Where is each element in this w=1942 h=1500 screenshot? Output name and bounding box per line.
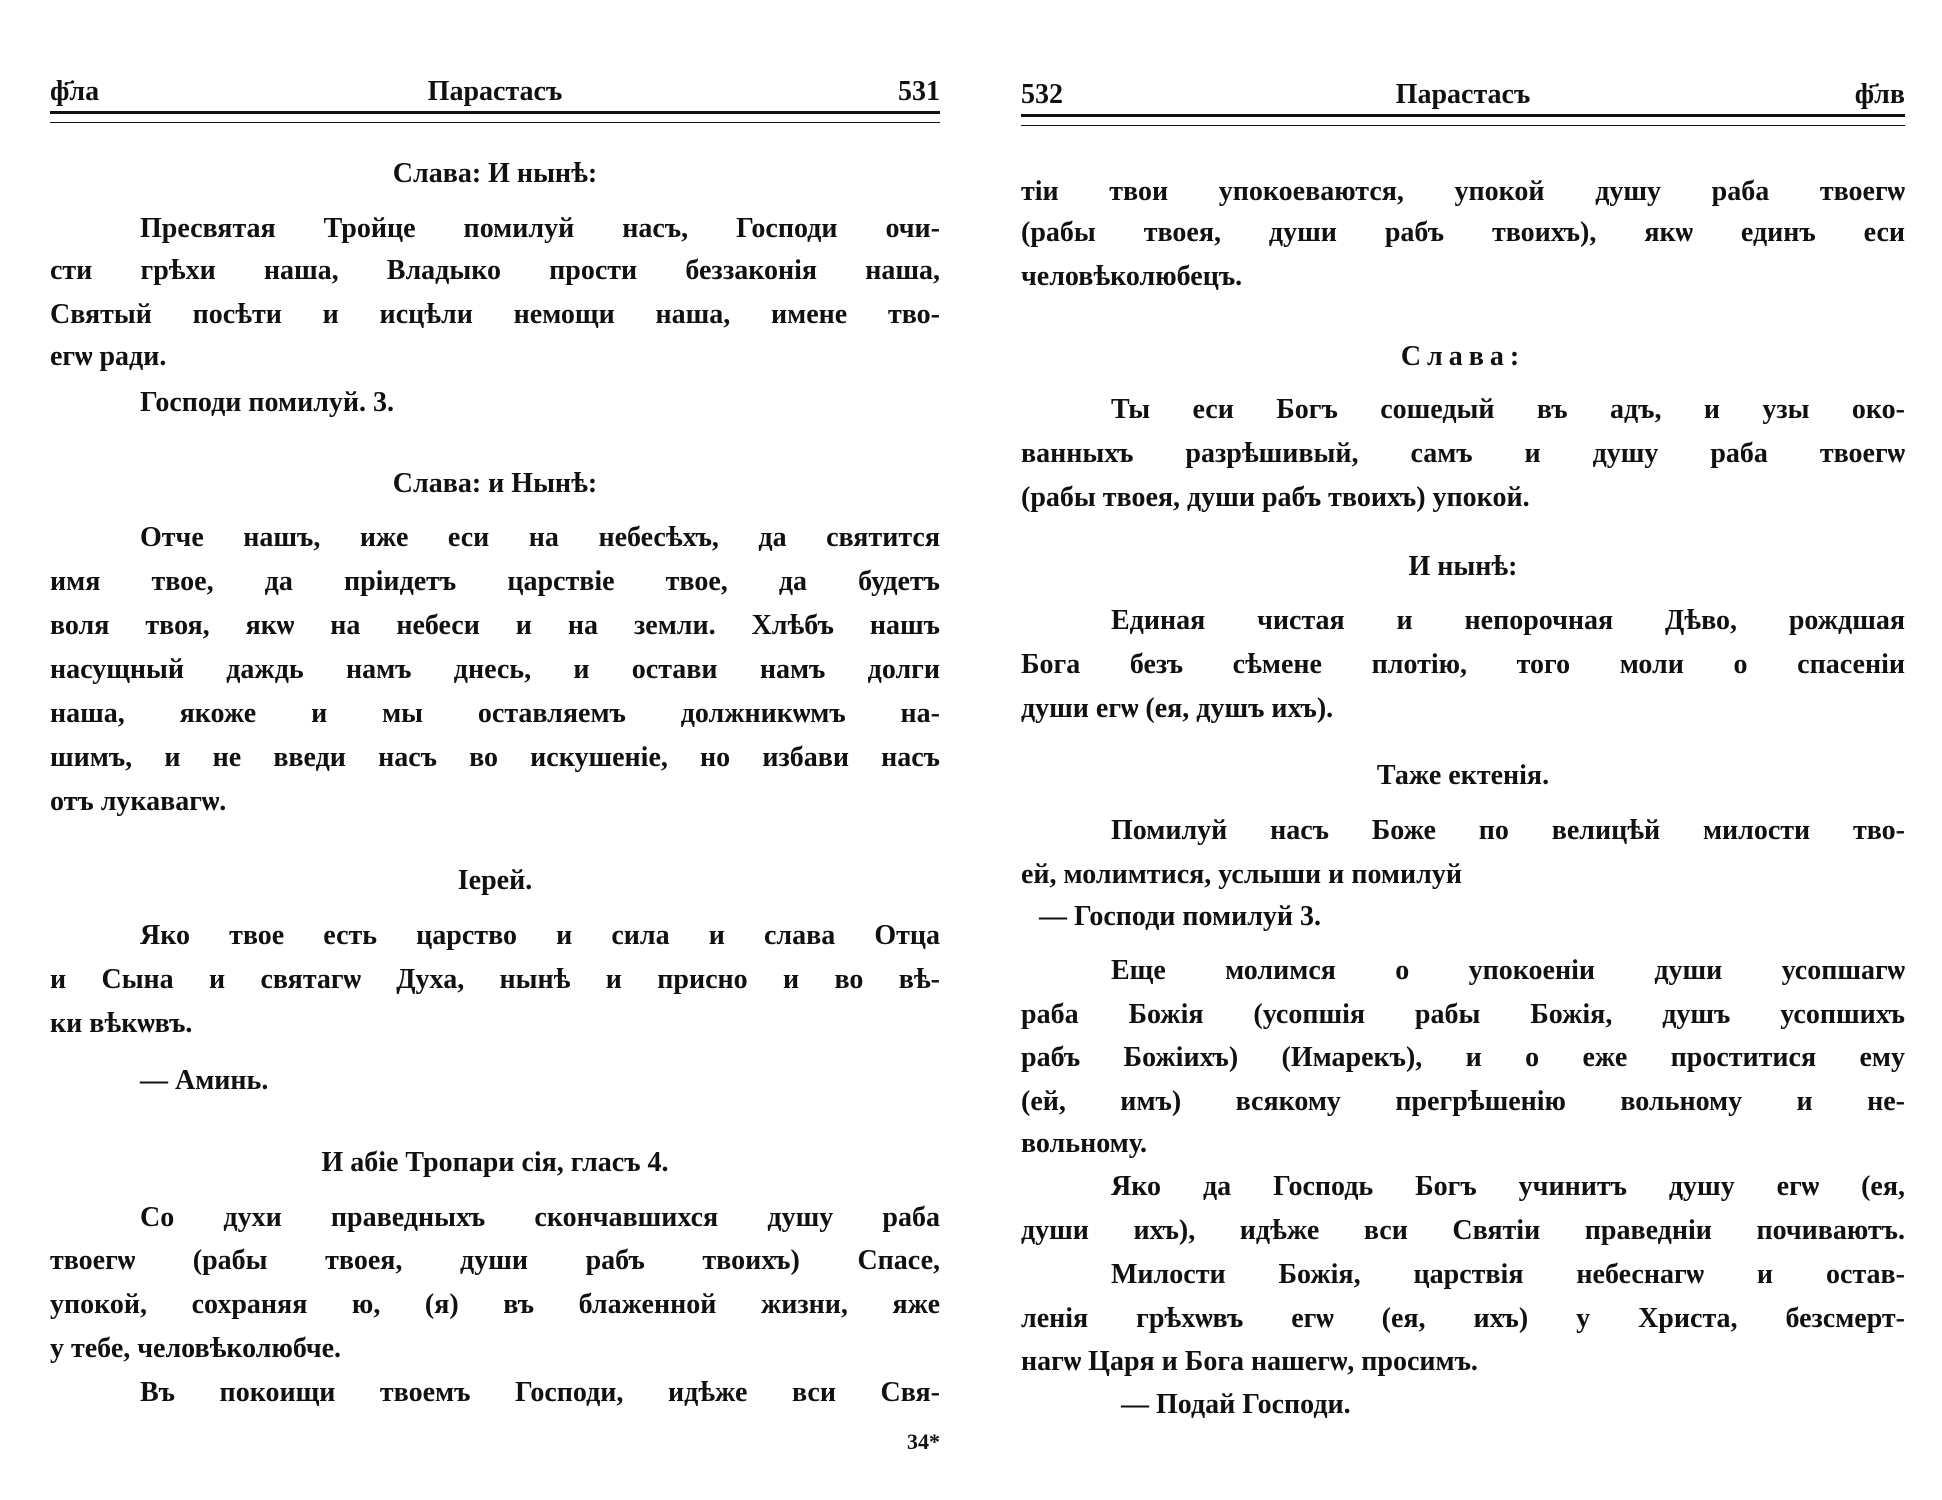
text-line: ванныхъ разрѣшивый, самъ и душу раба твоегѡ	[1021, 438, 1905, 469]
text-line: Пресвятая Тройце помилуй насъ, Господи очи-	[140, 213, 940, 244]
text-line: ей, молимтися, услыши и помилуй	[1021, 859, 1462, 890]
text-line: — Аминь.	[140, 1065, 269, 1096]
text-line: у тебе, человѣколюбче.	[50, 1333, 342, 1364]
text-line: нагѡ Царя и Бога нашегѡ, просимъ.	[1021, 1346, 1478, 1377]
section-heading: И абіе Тропари сія, гласъ 4.	[321, 1147, 669, 1178]
text-line: Яко твое есть царство и сила и слава Отца	[140, 920, 940, 951]
text-line: Святый посѣти и исцѣли немощи наша, имене тво-	[50, 299, 940, 330]
text-line: вольному.	[1021, 1128, 1147, 1159]
text-line: (ей, имъ) всякому прегрѣшенію вольному и не-	[1021, 1086, 1905, 1117]
text-line: шимъ, и не введи насъ во искушеніе, но избави насъ	[50, 742, 940, 773]
page-number: 531	[898, 76, 940, 107]
header-title: Парастасъ	[1395, 79, 1531, 110]
text-line: Еще молимся о упокоеніи души усопшагѡ	[1111, 955, 1905, 986]
text-line: имя твое, да пріидетъ царствіе твое, да будетъ	[50, 566, 940, 597]
text-line: отъ лукавагѡ.	[50, 786, 227, 817]
text-line: егѡ ради.	[50, 341, 167, 372]
text-line: Отче нашъ, иже еси на небесѣхъ, да святится	[140, 522, 940, 553]
text-line: Единая чистая и непорочная Дѣво, рождшая	[1111, 605, 1905, 636]
section-heading: Іерей.	[457, 865, 533, 896]
text-line: ки вѣкѡвъ.	[50, 1008, 193, 1039]
page-number: 532	[1021, 79, 1063, 110]
text-line: человѣколюбецъ.	[1021, 261, 1243, 292]
text-line: души егѡ (ея, душъ ихъ).	[1021, 693, 1334, 724]
text-line: тіи твои упокоеваются, упокой душу раба твоегѡ	[1021, 176, 1905, 207]
text-line: души ихъ), идѣже вси Святіи праведніи почиваютъ.	[1021, 1215, 1905, 1246]
text-line: рабъ Божіихъ) (Имарекъ), и о еже проститися ему	[1021, 1042, 1905, 1073]
section-heading: Таже ектенія.	[1376, 760, 1550, 791]
text-line: твоегѡ (рабы твоея, души рабъ твоихъ) Спасе,	[50, 1245, 940, 1276]
text-line: наша, якоже и мы оставляемъ должникѡмъ на-	[50, 698, 940, 729]
section-heading: Слава: И нынѣ:	[392, 158, 598, 189]
section-heading: Слава: и Нынѣ:	[392, 468, 598, 499]
text-line: (рабы твоея, души рабъ твоихъ) упокой.	[1021, 482, 1530, 513]
section-heading: И нынѣ:	[1408, 551, 1518, 582]
text-line: раба Божія (усопшія рабы Божія, душъ усопшихъ	[1021, 999, 1905, 1030]
text-line: Въ покоищи твоемъ Господи, идѣже вси Свя-	[140, 1377, 940, 1408]
signature-mark: 34*	[907, 1429, 940, 1454]
section-heading: Слава:	[1400, 341, 1526, 372]
text-line: Бога безъ сѣмене плотію, того моли о спасеніи	[1021, 649, 1905, 680]
folio-cyrillic-numeral: ф҃лв	[1854, 79, 1905, 110]
left-page	[50, 0, 940, 1500]
text-line: упокой, сохраняя ю, (я) въ блаженной жизни, яже	[50, 1289, 940, 1320]
text-line: (рабы твоея, души рабъ твоихъ), якѡ единъ еси	[1021, 217, 1905, 248]
text-line: — Подай Господи.	[1121, 1389, 1351, 1420]
text-line: и Сына и святагѡ Духа, нынѣ и присно и во вѣ-	[50, 964, 940, 995]
header-rule	[1021, 114, 1905, 126]
running-header	[50, 72, 940, 112]
text-line: воля твоя, якѡ на небеси и на земли. Хлѣбъ нашъ	[50, 610, 940, 641]
text-line: — Господи помилуй 3.	[1039, 901, 1322, 932]
text-line: насущный даждь намъ днесь, и остави намъ долги	[50, 654, 940, 685]
text-line: Помилуй насъ Боже по велицѣй милости тво-	[1111, 815, 1905, 846]
text-line: ленія грѣхѡвъ егѡ (ея, ихъ) у Христа, безсмерт-	[1021, 1303, 1905, 1334]
text-line: Яко да Господь Богъ учинитъ душу егѡ (ея,	[1111, 1171, 1905, 1202]
text-line: сти грѣхи наша, Владыко прости беззаконія наша,	[50, 255, 940, 286]
text-line: Ты еси Богъ сошедый въ адъ, и узы око-	[1111, 394, 1905, 425]
text-line: Со духи праведныхъ скончавшихся душу раба	[140, 1202, 940, 1233]
folio-cyrillic-numeral: ф҃ла	[50, 76, 100, 107]
running-header	[1021, 75, 1905, 115]
text-line: Милости Божія, царствія небеснагѡ и остав-	[1111, 1259, 1905, 1290]
right-page	[1021, 0, 1905, 1500]
header-rule	[50, 111, 940, 123]
text-line: Господи помилуй. 3.	[140, 387, 395, 418]
header-title: Парастасъ	[427, 76, 563, 107]
